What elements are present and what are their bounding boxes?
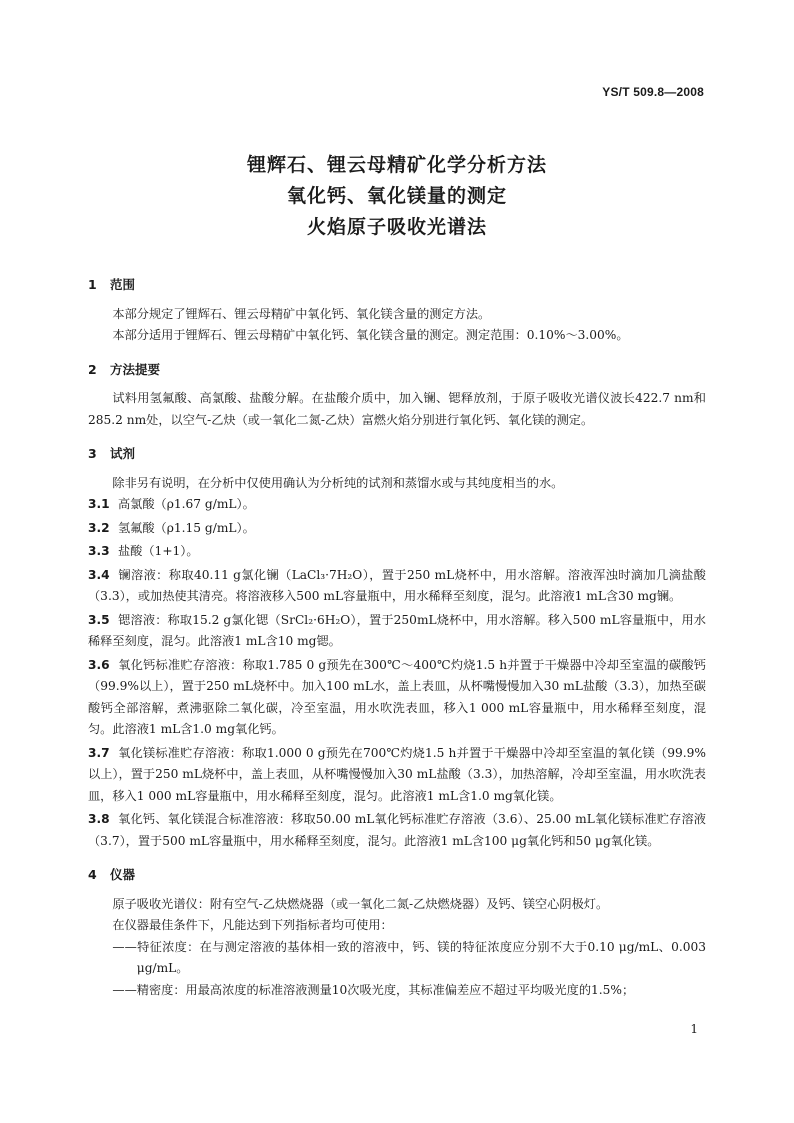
section-heading	[88, 359, 706, 381]
section-number: 1	[88, 277, 97, 292]
document-body	[88, 274, 706, 1013]
item-text: 锶溶液：称取15.2 g氯化锶（SrCl₂·6H₂O），置于250mL烧杯中，用水溶解。移入500 mL容量瓶中，用水稀释至刻度，混匀。此溶液1 mL含10 mg锶。	[88, 612, 706, 648]
reagent-item	[88, 541, 706, 563]
section-title: 试剂	[110, 446, 136, 461]
page-number: 1	[690, 1022, 698, 1036]
item-text: 盐酸（1+1）。	[118, 544, 199, 558]
reagent-item	[88, 494, 706, 516]
reagent-item	[88, 610, 706, 653]
item-number: 3.5	[88, 612, 110, 627]
requirement-item	[112, 937, 706, 980]
item-text: 氧化钙、氧化镁混合标准溶液：移取50.00 mL氧化钙标准贮存溶液（3.6）、25.00 mL氧化镁标准贮存溶液（3.7），置于500 mL容量瓶中，用水稀释至刻度，混匀。此溶液1 mL含100 μg氧化钙和50 μg氧化镁。	[88, 812, 706, 848]
title-line-2: 氧化钙、氧化镁量的测定	[286, 185, 507, 207]
section-heading	[88, 443, 706, 465]
item-number: 3.2	[88, 520, 110, 535]
section-title: 仪器	[110, 867, 136, 882]
requirement-text: 特征浓度：在与测定溶液的基体相一致的溶液中，钙、镁的特征浓度应分别不大于0.10 μg/mL、0.003 μg/mL。	[136, 939, 706, 975]
paragraph: 在仪器最佳条件下，凡能达到下列指标者均可使用：	[112, 918, 393, 932]
requirement-text: 精密度：用最高浓度的标准溶液测量10次吸光度，其标准偏差应不超过平均吸光度的1.5%；	[136, 982, 635, 997]
item-number: 3.3	[88, 544, 110, 558]
dash-marker: ——	[112, 939, 137, 954]
item-text: 镧溶液：称取40.11 g氯化镧（LaCl₃·7H₂O），置于250 mL烧杯中，用水溶解。溶液浑浊时滴加几滴盐酸（3.3），或加热使其清亮。将溶液移入500 mL容量瓶中，用水稀释至刻度，混匀。此溶液1 mL含30 mg镧。	[88, 567, 706, 603]
section-number: 3	[88, 446, 97, 461]
section-scope	[88, 274, 706, 347]
document-title	[0, 150, 794, 243]
section-heading	[88, 274, 706, 296]
section-reagents	[88, 443, 706, 852]
reagent-item	[88, 809, 706, 852]
requirement-item	[112, 980, 706, 1002]
standard-code: YS/T 509.8—2008	[602, 85, 704, 99]
item-number: 3.8	[88, 812, 110, 826]
reagent-item	[88, 518, 706, 540]
item-text: 氢氟酸（ρ1.15 g/mL）。	[118, 520, 255, 535]
reagent-item	[88, 743, 706, 808]
section-number: 4	[88, 867, 97, 882]
section-title: 方法提要	[110, 361, 161, 377]
reagent-item	[88, 565, 706, 608]
title-line-3: 火焰原子吸收光谱法	[306, 216, 487, 238]
item-text: 高氯酸（ρ1.67 g/mL）。	[118, 497, 255, 511]
section-apparatus	[88, 864, 706, 1001]
item-number: 3.1	[88, 497, 110, 511]
section-title: 范围	[110, 277, 136, 292]
paragraph: 除非另有说明，在分析中仅使用确认为分析纯的试剂和蒸馏水或与其纯度相当的水。	[112, 475, 564, 490]
item-text: 氧化镁标准贮存溶液：称取1.000 0 g预先在700℃灼烧1.5 h并置于干燥器中冷却至室温的氧化镁（99.9%以上），置于250 mL烧杯中，盖上表皿，从杯嘴慢慢加入30 mL盐酸（3.3），加热溶解，冷却至室温，用水吹洗表皿，移入1 000 mL容量瓶中，用水稀释至刻度，混匀。此溶液1 mL含1.0 mg氧化镁。	[88, 745, 706, 803]
paragraph: 本部分适用于锂辉石、锂云母精矿中氧化钙、氧化镁含量的测定。测定范围：0.10%～3.00%。	[112, 328, 629, 342]
item-number: 3.7	[88, 745, 110, 760]
section-method-summary	[88, 359, 706, 432]
section-heading	[88, 864, 706, 886]
item-text: 氧化钙标准贮存溶液：称取1.785 0 g预先在300℃～400℃灼烧1.5 h并置于干燥器中冷却至室温的碳酸钙（99.9%以上），置于250 mL烧杯中。加入100 mL水，盖上表皿，从杯嘴慢慢加入30 mL盐酸（3.3），加热至碳酸钙全部溶解，煮沸驱除二氧化碳，冷至室温，用水吹洗表皿，移入1 000 mL容量瓶中，用水稀释至刻度，混匀。此溶液1 mL含1.0 mg氧化钙。	[88, 657, 706, 736]
item-number: 3.4	[88, 567, 110, 582]
title-line-1: 锂辉石、锂云母精矿化学分析方法	[246, 154, 547, 176]
item-number: 3.6	[88, 657, 110, 672]
reagent-item	[88, 655, 706, 741]
section-number: 2	[88, 361, 97, 377]
paragraph: 本部分规定了锂辉石、锂云母精矿中氧化钙、氧化镁含量的测定方法。	[112, 306, 491, 321]
dash-marker: ——	[112, 982, 137, 997]
paragraph: 原子吸收光谱仪：附有空气-乙炔燃烧器（或一氧化二氮-乙炔燃烧器）及钙、镁空心阴极灯。	[112, 896, 609, 911]
paragraph: 试料用氢氟酸、高氯酸、盐酸分解。在盐酸介质中，加入镧、锶释放剂，于原子吸收光谱仪波长422.7 nm和285.2 nm处，以空气-乙炔（或一氧化二氮-乙炔）富燃火焰分别进行氧化钙、氧化镁的测定。	[88, 391, 706, 427]
